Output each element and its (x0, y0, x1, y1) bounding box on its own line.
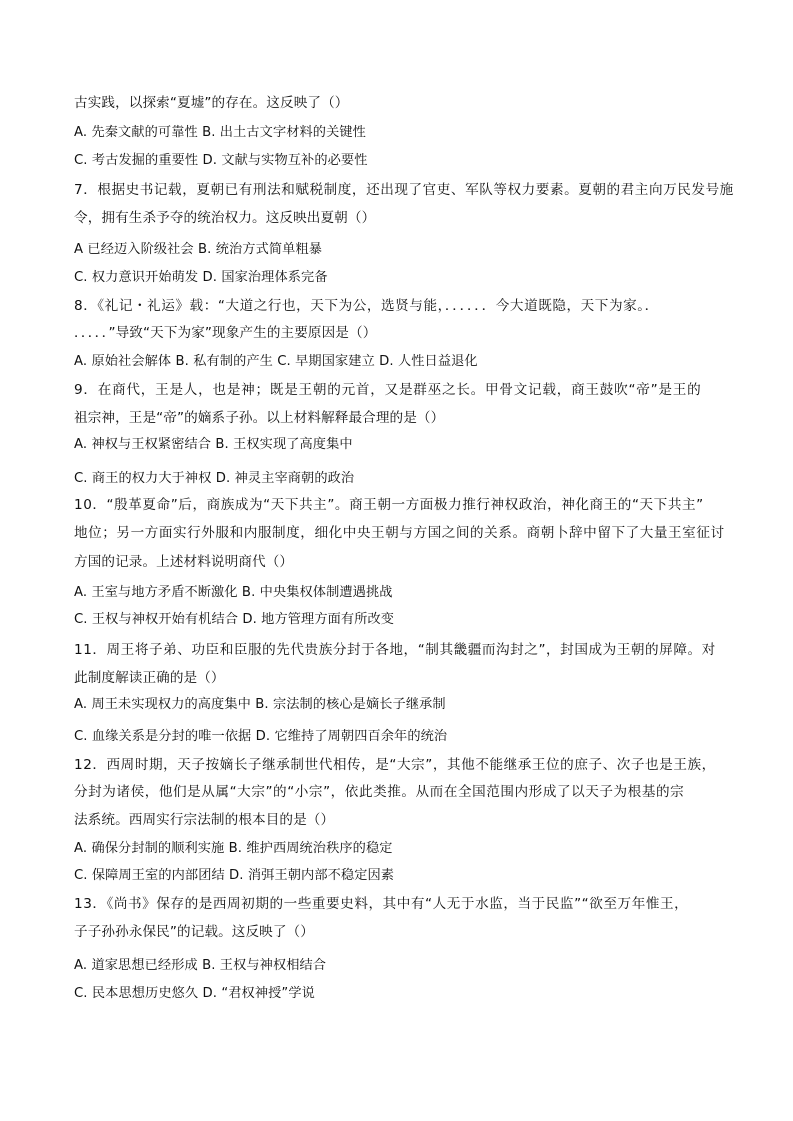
question-11-options-cd: C. 血缘关系是分封的唯一依据 D. 它维持了周朝四百余年的统治 (74, 729, 448, 744)
question-7-stem-line-2: 令，拥有生杀予夺的统治权力。这反映出夏朝（） (74, 210, 376, 226)
question-6-options-ab: A. 先秦文献的可靠性 B. 出土古文字材料的关键性 (74, 125, 366, 140)
question-9-stem-line-1: 9．在商代，王是人，也是神；既是王朝的元首，又是群巫之长。甲骨文记载，商王鼓吹“帝”是王的 (74, 382, 702, 398)
question-12-options-ab: A. 确保分封制的顺利实施 B. 维护西周统治秩序的稳定 (74, 841, 393, 856)
question-8-options: A. 原始社会解体 B. 私有制的产生 C. 早期国家建立 D. 人性日益退化 (74, 354, 478, 369)
question-12-stem-line-3: 法系统。西周实行宗法制的根本目的是（） (74, 812, 335, 828)
question-9-options-cd: C. 商王的权力大于神权 D. 神灵主宰商朝的政治 (74, 471, 355, 486)
question-9-stem-line-2: 祖宗神，王是“帝”的嫡系子孙。以上材料解释最合理的是（） (74, 410, 445, 426)
question-10-options-ab: A. 王室与地方矛盾不断激化 B. 中央集权体制遭遇挑战 (74, 585, 393, 600)
question-13-stem-line-1: 13．《尚书》保存的是西周初期的一些重要史料，其中有“人无于水监，当于民监”“欲至万年惟王， (74, 896, 689, 912)
question-6-stem-line-2: 古实践，以探索“夏墟”的存在。这反映了（） (74, 95, 349, 111)
question-11-stem-line-1: 11．周王将子弟、功臣和臣服的先代贵族分封于各地，“制其畿疆而沟封之”，封国成为王朝的屏障。对 (74, 642, 716, 658)
question-12-options-cd: C. 保障周王室的内部团结 D. 消弭王朝内部不稳定因素 (74, 868, 395, 883)
question-10-stem-line-3: 方国的记录。上述材料说明商代（） (74, 554, 294, 570)
question-8-stem-line-2: ．．．．．”导致“天下为家”现象产生的主要原因是（） (74, 325, 377, 341)
question-11-options-ab: A. 周王未实现权力的高度集中 B. 宗法制的核心是嫡长子继承制 (74, 697, 446, 712)
question-9-options-ab: A. 神权与王权紧密结合 B. 王权实现了高度集中 (74, 437, 353, 452)
question-6-options-cd: C. 考古发掘的重要性 D. 文献与实物互补的必要性 (74, 153, 368, 168)
question-13-stem-line-2: 子子孙孙永保民”的记载。这反映了（） (74, 924, 314, 940)
question-12-stem-line-1: 12．西周时期，天子按嫡长子继承制世代相传，是“大宗”，其他不能继承王位的庶子、次子也是王族， (74, 757, 716, 773)
question-10-stem-line-2: 地位；另一方面实行外服和内服制度，细化中央王朝与方国之间的关系。商朝卜辞中留下了大量王室征讨 (74, 525, 725, 541)
question-7-options-cd: C. 权力意识开始萌发 D. 国家治理体系完备 (74, 270, 328, 285)
question-13-options-cd: C. 民本思想历史悠久 D. “君权神授”学说 (74, 986, 315, 1001)
question-12-stem-line-2: 分封为诸侯，他们是从属“大宗”的“小宗”，依此类推。从而在全国范围内形成了以天子为根基的宗 (74, 784, 685, 800)
question-7-options-ab: A 已经迈入阶级社会 B. 统治方式简单粗暴 (74, 242, 323, 257)
question-13-options-ab: A. 道家思想已经形成 B. 王权与神权相结合 (74, 958, 327, 973)
question-10-options-cd: C. 王权与神权开始有机结合 D. 地方管理方面有所改变 (74, 612, 395, 627)
question-8-stem-line-1: 8．《礼记・礼运》载：“大道之行也，天下为公，选贤与能，．．．．．．今大道既隐，天下为家。． (74, 298, 659, 314)
question-11-stem-line-2: 此制度解读正确的是（） (74, 670, 225, 686)
question-7-stem-line-1: 7．根据史书记载，夏朝已有刑法和赋税制度，还出现了官吏、军队等权力要素。夏朝的君主向万民发号施 (74, 182, 734, 198)
question-10-stem-line-1: 10．“殷革夏命”后，商族成为“天下共主”。商王朝一方面极力推行神权政治，神化商王的“天下共主” (74, 497, 704, 513)
